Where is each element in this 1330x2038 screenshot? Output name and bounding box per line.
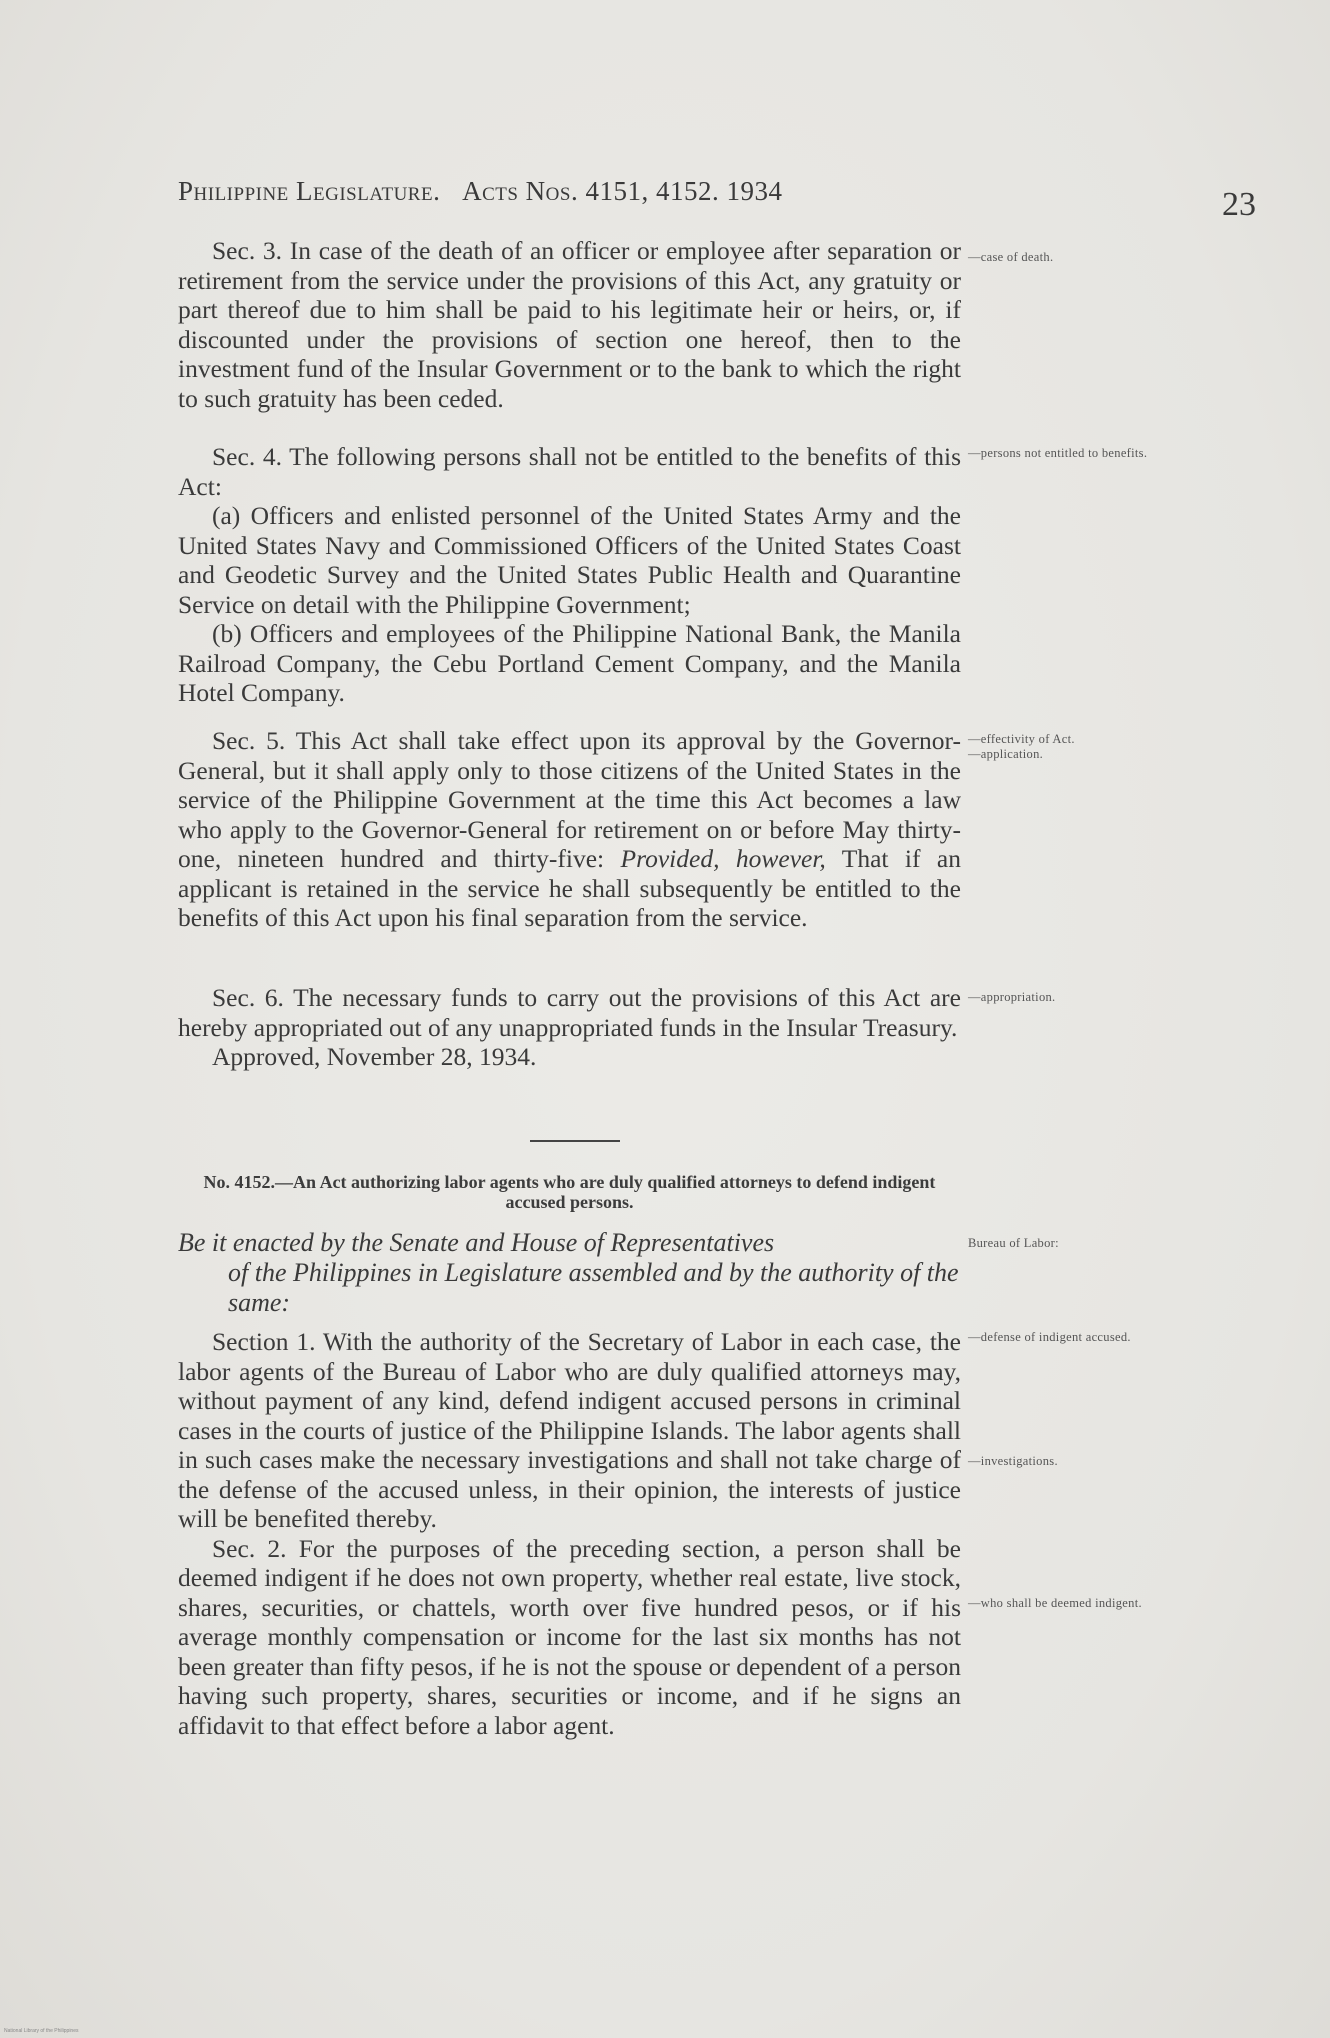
- act-4152-title: No. 4152.—An Act authorizing labor agents who are duly qualified attorneys to defend indigent accused persons.: [203, 1172, 936, 1212]
- sec5-paragraph: [178, 726, 961, 933]
- margin-note-appropriation: —appropriation.: [968, 990, 1056, 1004]
- enacting-clause-line2: of the Philippines in Legislature assembled and by the authority of the same:: [228, 1258, 959, 1317]
- footer-stamp: National Library of the Philippines: [4, 2028, 79, 2034]
- sec5-text: Sec. 5. This Act shall take effect upon its approval by the Governor-General, but it shall apply only to those citizens of the United States in the service of the Philippine Government at the time this Act becomes a law who apply to the Governor-General for retirement on or before May thirty-one, nineteen hundred and thirty-five:: [178, 726, 961, 873]
- margin-note-persons-not-entitled: —persons not entitled to benefits.: [968, 446, 1148, 460]
- section1-paragraph: Section 1. With the authority of the Secretary of Labor in each case, the labor agents of the Bureau of Labor who are duly qualified attorneys may, without payment of any kind, defend indigent accused persons in criminal cases in the courts of justice of the Philippine Islands. The labor agents shall in such cases make the necessary investigations and shall not take charge of the defense of the accused unless, in their opinion, the interests of justice will be benefited thereby.: [178, 1327, 961, 1533]
- header-title: Philippine Legislature.: [178, 176, 441, 206]
- act-4151-sec5: [178, 726, 961, 933]
- approved-line: Approved, November 28, 1934.: [212, 1042, 537, 1071]
- act-4151-sec6: [178, 983, 961, 1072]
- section-divider: [530, 1140, 620, 1142]
- sec5-proviso: Provided, however,: [620, 844, 826, 873]
- enacting-clause: [178, 1228, 961, 1318]
- margin-note-effectivity: —effectivity of Act.: [968, 732, 1075, 746]
- act-4151-sec3: [178, 236, 961, 413]
- sec5-text-post: That if an applicant is retained in the service he shall subsequently be entitled to the benefits of this Act upon his final separation from the service.: [178, 844, 962, 932]
- margin-note-who-deemed: —who shall be deemed indigent.: [968, 1596, 1142, 1610]
- sec6-paragraph: Sec. 6. The necessary funds to carry out the provisions of this Act are hereby appropriated out of any unappropriated funds in the Insular Treasury.: [178, 983, 961, 1042]
- act-4152-section1: [178, 1327, 961, 1740]
- sec3-paragraph: Sec. 3. In case of the death of an officer or employee after separation or retirement from the service under the provisions of this Act, any gratuity or part thereof due to him shall be paid to his legitimate heir or heirs, or, if discounted under the provisions of section one hereof, then to the investment fund of the Insular Government or to the bank to which the right to such gratuity has been ceded.: [178, 236, 961, 413]
- sec4-a-paragraph: (a) Officers and enlisted personnel of the United States Army and the United States Navy and Commissioned Officers of the United States Coast and Geodetic Survey and the United States Public Health and Quarantine Service on detail with the Philippine Government;: [178, 501, 961, 619]
- margin-note-bureau-of-labor: Bureau of Labor:: [968, 1236, 1059, 1250]
- margin-note-case-of-death: —case of death.: [968, 250, 1054, 264]
- page-number: 23: [1222, 186, 1256, 223]
- sec4-b-paragraph: (b) Officers and employees of the Philippine National Bank, the Manila Railroad Company, the Cebu Portland Cement Company, and the Manila Hotel Company.: [178, 619, 961, 707]
- act-4151-sec4: [178, 442, 961, 708]
- enacting-clause-line1: Be it enacted by the Senate and House of Representatives: [178, 1228, 775, 1257]
- sec4-paragraph: Sec. 4. The following persons shall not be entitled to the benefits of this Act:: [178, 442, 961, 501]
- margin-note-investigations: —investigations.: [968, 1454, 1058, 1468]
- running-header: [178, 176, 958, 207]
- sec2-paragraph: Sec. 2. For the purposes of the preceding section, a person shall be deemed indigent if he does not own property, whether real estate, live stock, shares, securities, or chattels, worth over five hundred pesos, or if his average monthly compensation or income for the last six months has not been greater than fifty pesos, if he is not the spouse or dependent of a person having such property, shares, securities or income, and if he signs an affidavit to that effect before a labor agent.: [178, 1533, 961, 1740]
- margin-note-application: —application.: [968, 747, 1044, 761]
- header-acts: Acts Nos. 4151, 4152. 1934: [462, 176, 783, 206]
- margin-note-defense: —defense of indigent accused.: [968, 1330, 1131, 1344]
